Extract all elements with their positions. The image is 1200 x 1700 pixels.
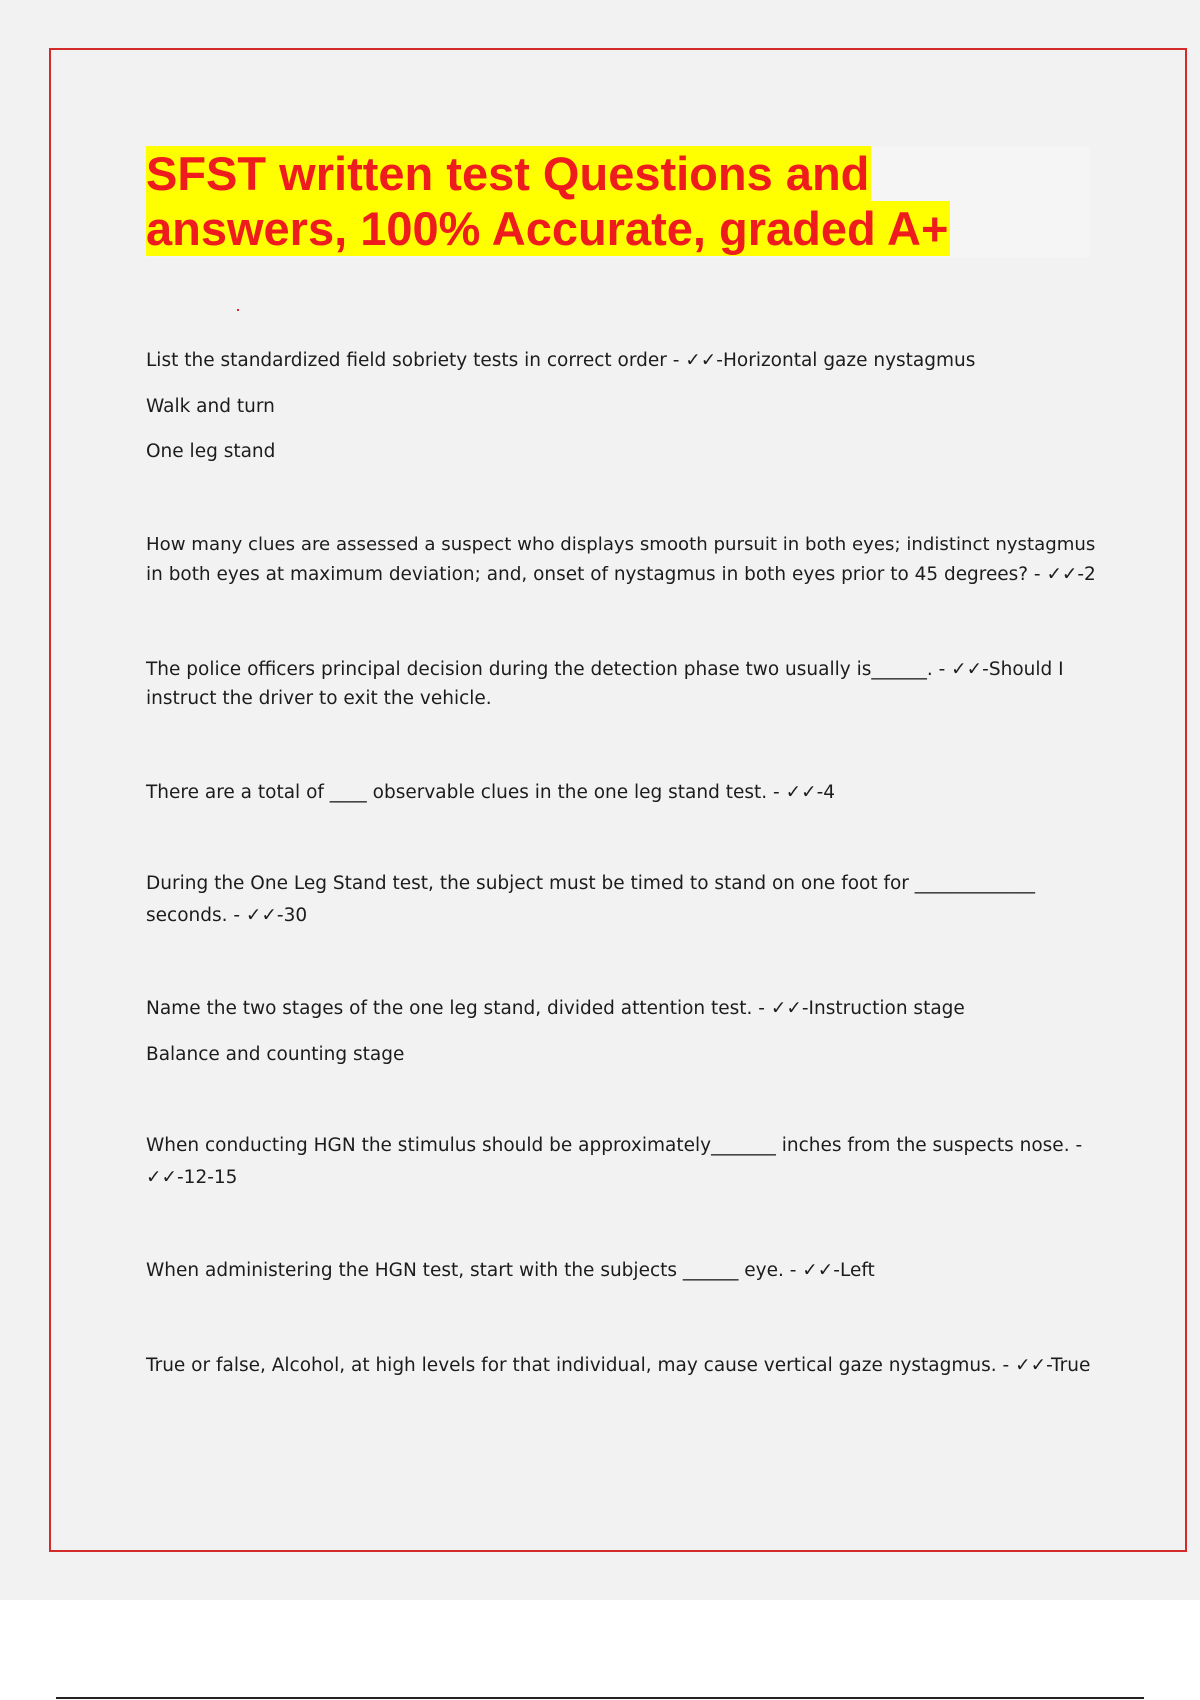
question-6-line-1: Name the two stages of the one leg stand, divided attention test. - ✓✓-Instruction stage (146, 998, 965, 1019)
question-6-line-2: Balance and counting stage (146, 1044, 405, 1065)
question-7-line-1: When conducting HGN the stimulus should be approximately_______ inches from the suspects nose. - (146, 1135, 1083, 1156)
title-line-2: answers, 100% Accurate, graded A+ (146, 202, 949, 255)
question-1-line-3: One leg stand (146, 441, 276, 462)
question-8-line-1: When administering the HGN test, start with the subjects ______ eye. - ✓✓-Left (146, 1260, 875, 1281)
question-3-line-1: The police officers principal decision during the detection phase two usually is______. - ✓✓-Should I (146, 659, 1064, 680)
question-2-line-1: How many clues are assessed a suspect who displays smooth pursuit in both eyes; indistinct nystagmus (146, 534, 1096, 555)
question-1-line-1: List the standardized field sobriety tests in correct order - ✓✓-Horizontal gaze nystagmus (146, 350, 976, 371)
question-7-line-2: ✓✓-12-15 (146, 1167, 238, 1188)
document-title (146, 146, 950, 256)
question-5-line-2: seconds. - ✓✓-30 (146, 905, 308, 926)
decorative-dot (237, 309, 239, 311)
question-2-line-2: in both eyes at maximum deviation; and, onset of nystagmus in both eyes prior to 45 degrees? - ✓✓-2 (146, 564, 1096, 585)
question-1-line-2: Walk and turn (146, 396, 275, 417)
question-5-line-1: During the One Leg Stand test, the subject must be timed to stand on one foot for _____________ (146, 873, 1036, 894)
footer-rule (56, 1697, 1144, 1699)
question-9-line-1: True or false, Alcohol, at high levels for that individual, may cause vertical gaze nystagmus. - ✓✓-True (146, 1355, 1091, 1376)
question-4-line-1: There are a total of ____ observable clues in the one leg stand test. - ✓✓-4 (146, 782, 836, 803)
title-line-1: SFST written test Questions and (146, 147, 870, 200)
question-3-line-2: instruct the driver to exit the vehicle. (146, 688, 492, 709)
